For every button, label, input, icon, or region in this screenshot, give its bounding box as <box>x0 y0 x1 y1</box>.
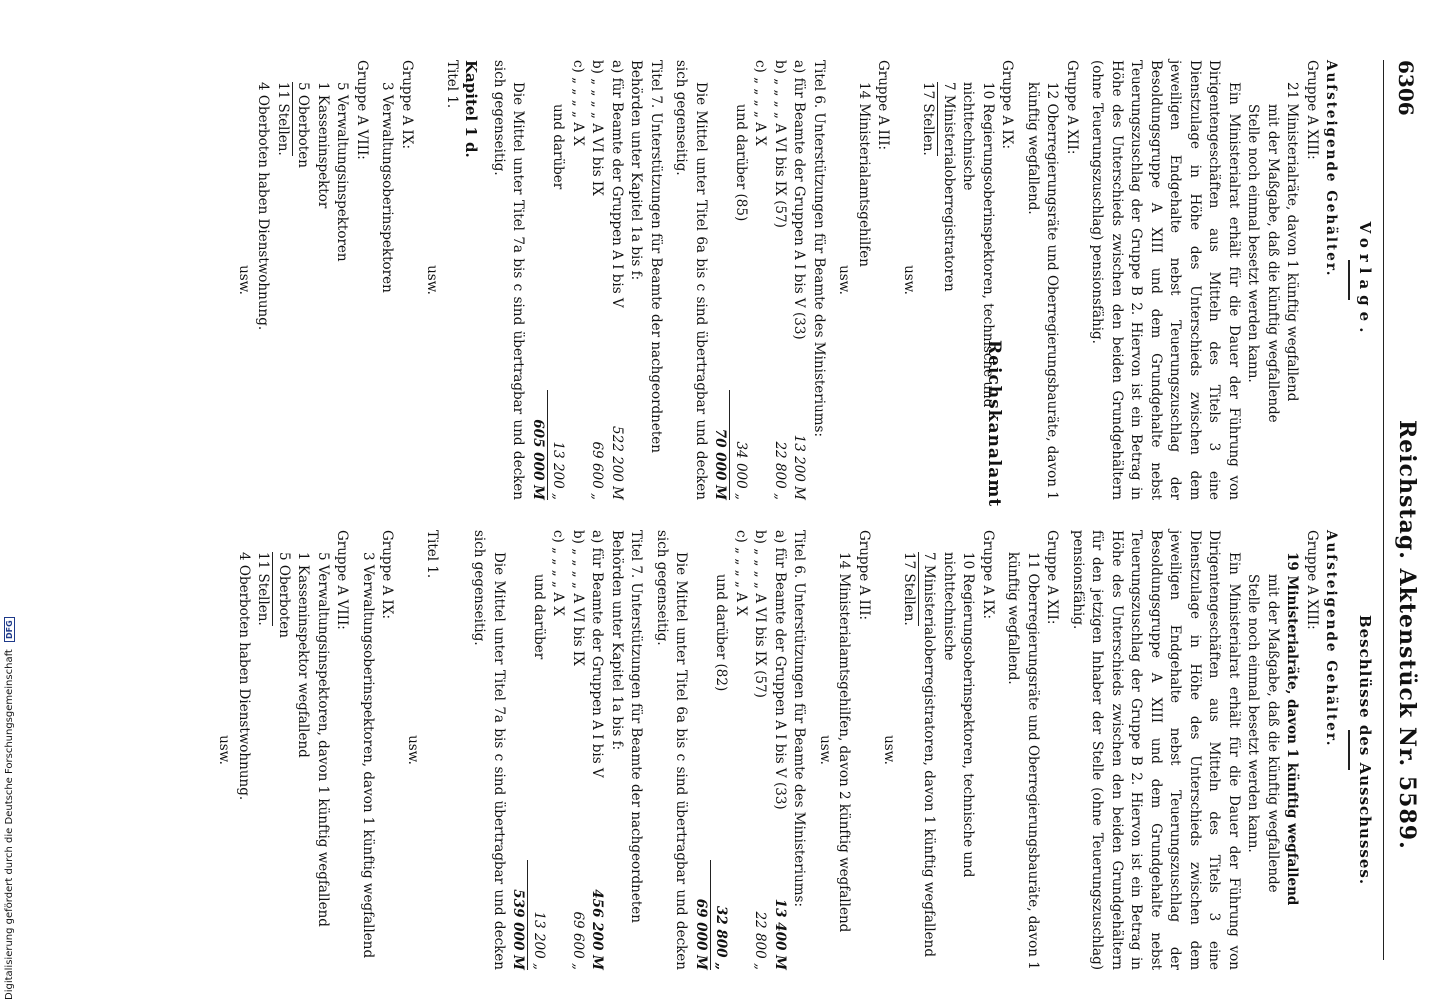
sum-line: 17 Stellen. <box>918 82 939 156</box>
amount-label: und darüber (85) <box>733 104 749 222</box>
group-entry: 4 Oberboten haben Dienstwohnung. <box>255 82 272 331</box>
titel-intro: Titel 7. Unterstützungen für Beamte der nachgeordneten Behörden unter Kapitel 1a bis f: <box>628 60 664 453</box>
amount-row <box>731 60 751 500</box>
footer-text: Digitalisierung gefördert durch die Deutsche Forschungsgemeinschaft <box>4 649 15 1000</box>
page-number: 6306 <box>1394 60 1418 116</box>
amount-label: c) „ „ „ „ A X <box>752 60 769 146</box>
usw-text: usw. <box>424 265 441 295</box>
paragraph: Ein Ministerialrat erhält für die Dauer der Führung von Dirigentengeschäften aus Mitteln des Titels 3 eine Dienstzulage in Höhe des Unterschieds zwischen dem jeweiligen Endgehalte nebst Teuerungszuschlag der Besoldungsgruppe A XIII und dem Grundgehalte nebst Teuerungszuschlag der Gruppe B 2. Hiervon ist ein Betrag in Höhe des Unterschieds zwischen den beiden Grundgehältern (ohne Teuerungszuschlag) pensionsfähig. <box>1089 60 1242 500</box>
usw-text: usw. <box>236 265 252 295</box>
sum-line: 17 Stellen. <box>899 552 920 626</box>
group-entry: 14 Ministerialamtsgehilfen, davon 2 künftig wegfallend <box>836 552 853 933</box>
titel-intro: Titel 6. Unterstützungen für Beamte des Ministeriums: <box>811 60 827 438</box>
group-entry: 14 Ministerialamtsgehilfen <box>856 82 872 267</box>
group-entry: 3 Verwaltungsoberinspektoren, davon 1 künftig wegfallend <box>360 552 376 959</box>
amount-value: 522 200 M <box>609 426 625 500</box>
amount-label: b) „ „ „ „ A VI bis IX <box>589 60 606 196</box>
amount-row <box>711 530 731 970</box>
group-entry: 19 Ministerialräte, davon 1 künftig wegfallend <box>1284 552 1301 906</box>
amount-row <box>568 530 588 970</box>
amount-value: 34 000 „ <box>733 441 749 500</box>
paragraph: Die Mittel unter Titel 6a bis c sind übertragbar und decken sich gegenseitig. <box>654 530 690 970</box>
group-entry: mit der Maßgabe, daß die künftig wegfallende <box>1265 574 1281 893</box>
group-entry: 5 Verwaltungsinspektoren <box>334 82 351 262</box>
usw-text: usw. <box>836 265 853 295</box>
amount-label: und darüber (82) <box>713 574 730 692</box>
amount-total: 69 000 M <box>691 860 712 970</box>
usw-text: usw. <box>817 735 833 765</box>
usw-text: usw. <box>881 735 898 765</box>
heading-rule <box>1349 260 1351 300</box>
section-title: Aufsteigende Gehälter. <box>1323 530 1340 748</box>
group-entry: 10 Regierungsoberinspektoren, technische und nichttechnische <box>941 552 977 878</box>
group-entry: 1 Kasseninspektor wegfallend <box>295 552 312 758</box>
group-label: Gruppe A VIII: <box>334 530 351 630</box>
group-label: Gruppe A XII: <box>1064 60 1080 155</box>
group-label: Gruppe A IX: <box>999 60 1016 150</box>
amount-row <box>587 530 607 970</box>
amount-value: 32 800 „ <box>713 905 730 970</box>
centered-heading: Reichskanalamt <box>984 340 1004 508</box>
amount-row <box>770 60 790 500</box>
paragraph: Die Mittel unter Titel 7a bis c sind übertragbar und decken sich gegenseitig. <box>471 530 507 970</box>
amount-label: und darüber <box>531 574 547 660</box>
amount-label: b) „ „ „ „ A VI bis IX (57) <box>772 60 788 228</box>
amount-label: c) „ „ „ „ A X <box>570 60 586 146</box>
amount-label: a) für Beamte der Gruppen A I bis V (33) <box>791 60 808 340</box>
amount-row <box>770 530 790 970</box>
group-entry: 21 Ministerialräte, davon 1 künftig wegfallend <box>1284 82 1301 402</box>
group-entry: 3 Verwaltungsoberinspektoren <box>379 82 396 293</box>
left-column-heading: Vorlage. <box>1356 221 1374 339</box>
usw-text: usw. <box>216 735 233 765</box>
amount-value: 22 800 „ <box>752 911 769 970</box>
amount-row <box>587 60 607 500</box>
paragraph: Ein Ministerialrat erhält für die Dauer der Führung von Dirigentengeschäften aus Mitteln des Titels 3 eine Dienstzulage in Höhe des Unterschieds zwischen dem jeweiligen Endgehalte nebst Teuerungszuschlag der Besoldungsgruppe A XIII und dem Grundgehalte nebst Teuerungszuschlag der Gruppe B 2. Hiervon ist ein Betrag in Höhe des Unterschieds zwischen den beiden Grundgehältern für den jetzigen Inhaber der Stelle (ohne Teuerungszuschlag) pensionsfähig. <box>1070 530 1242 970</box>
group-label: Gruppe A IX: <box>399 60 415 150</box>
amount-label: b) „ „ „ „ A VI bis IX <box>570 530 586 666</box>
usw-text: usw. <box>901 265 917 295</box>
amount-row <box>789 60 809 500</box>
amount-label: b) „ „ „ „ A VI bis IX (57) <box>752 530 769 698</box>
group-entry: 5 Oberboten <box>276 552 292 638</box>
paragraph: Die Mittel unter Titel 7a bis c sind übertragbar und decken sich gegenseitig. <box>491 60 527 500</box>
group-label: Gruppe A III: <box>875 60 892 151</box>
group-entry: 11 Oberregierungsräte und Oberregierungsbauräte, davon 1 künftig wegfallend. <box>1005 552 1041 970</box>
group-entry: Stelle noch einmal besetzt werden kann. <box>1245 574 1262 853</box>
sum-line: 11 Stellen. <box>273 82 294 156</box>
left-column-vorlage <box>234 60 1375 500</box>
amount-value: 69 600 „ <box>570 911 586 970</box>
group-label: Gruppe A XIII: <box>1304 530 1320 630</box>
amount-label: a) für Beamte der Gruppen A I bis V <box>589 530 606 778</box>
titel-intro: Titel 6. Unterstützungen für Beamte des Ministeriums: <box>791 530 808 908</box>
amount-total: 539 000 M <box>508 860 529 970</box>
amount-value: 456 200 M <box>589 889 606 970</box>
amount-value: 69 600 „ <box>589 441 606 500</box>
right-column-heading: Beschlüsse des Ausschusses. <box>1356 614 1374 886</box>
group-entry: 7 Ministerialoberregistratoren <box>941 82 957 292</box>
amount-value: 13 400 M <box>772 898 788 970</box>
footer-text-wrap <box>4 617 15 1000</box>
amount-label: c) „ „ „ „ A X <box>733 530 749 616</box>
section-title: Aufsteigende Gehälter. <box>1323 60 1340 278</box>
group-label: Gruppe A IX: <box>379 530 396 620</box>
dfg-logo-icon: DFG <box>4 617 15 642</box>
amount-total: 70 000 M <box>710 390 731 500</box>
amount-value: 13 200 „ <box>550 441 567 500</box>
group-entry: mit der Maßgabe, daß die künftig wegfallende <box>1265 104 1281 423</box>
group-entry: 5 Verwaltungsinspektoren, davon 1 künftig wegfallend <box>315 552 331 927</box>
titel-heading: Titel 1. <box>444 60 460 109</box>
amount-row <box>750 530 770 970</box>
group-label: Gruppe A III: <box>856 530 872 621</box>
group-entry: 5 Oberboten <box>295 82 312 168</box>
amount-value: 13 200 M <box>791 434 808 500</box>
amount-row <box>607 60 627 500</box>
amount-value: 22 800 „ <box>772 441 788 500</box>
usw-text: usw. <box>405 735 421 765</box>
amount-row <box>529 530 549 970</box>
group-entry: 10 Regierungsoberinspektoren, technische und nichttechnische <box>960 82 996 408</box>
group-label: Gruppe A VIII: <box>354 60 370 160</box>
group-entry: 1 Kasseninspektor <box>315 82 331 209</box>
titel-intro: Titel 7. Unterstützungen für Beamte der nachgeordneten Behörden unter Kapitel 1a bis f: <box>609 530 645 923</box>
right-column-beschluesse <box>214 530 1374 970</box>
amount-label: c) „ „ „ „ A X <box>550 530 567 616</box>
sum-line: 11 Stellen. <box>253 552 274 626</box>
amount-label: a) für Beamte der Gruppen A I bis V <box>609 60 625 308</box>
heading-rule <box>1349 730 1351 770</box>
group-entry: 12 Oberregierungsräte und Oberregierungsbauräte, davon 1 künftig wegfallend. <box>1025 82 1061 500</box>
group-entry: 4 Oberboten haben Dienstwohnung. <box>236 552 252 801</box>
group-label: Gruppe A XII: <box>1044 530 1061 625</box>
amount-total: 605 000 M <box>528 390 549 500</box>
group-entry: 7 Ministerialoberregistratoren, davon 1 künftig wegfallend <box>921 552 938 957</box>
group-label: Gruppe A IX: <box>980 530 996 620</box>
group-label: Gruppe A XIII: <box>1304 60 1320 160</box>
paragraph: Die Mittel unter Titel 6a bis c sind übertragbar und decken sich gegenseitig. <box>673 60 709 500</box>
amount-value: 13 200 „ <box>531 911 547 970</box>
amount-label: und darüber <box>550 104 567 190</box>
amount-label: a) für Beamte der Gruppen A I bis V (33) <box>772 530 788 810</box>
titel-heading: Titel 1. <box>424 530 441 579</box>
running-head: Reichstag. Aktenstück Nr. 5589. <box>1394 420 1420 850</box>
group-entry: Stelle noch einmal besetzt werden kann. <box>1245 104 1262 383</box>
amount-row <box>548 60 568 500</box>
page-header <box>1383 60 1424 960</box>
kapitel-heading: Kapitel 1 d. <box>462 60 481 158</box>
